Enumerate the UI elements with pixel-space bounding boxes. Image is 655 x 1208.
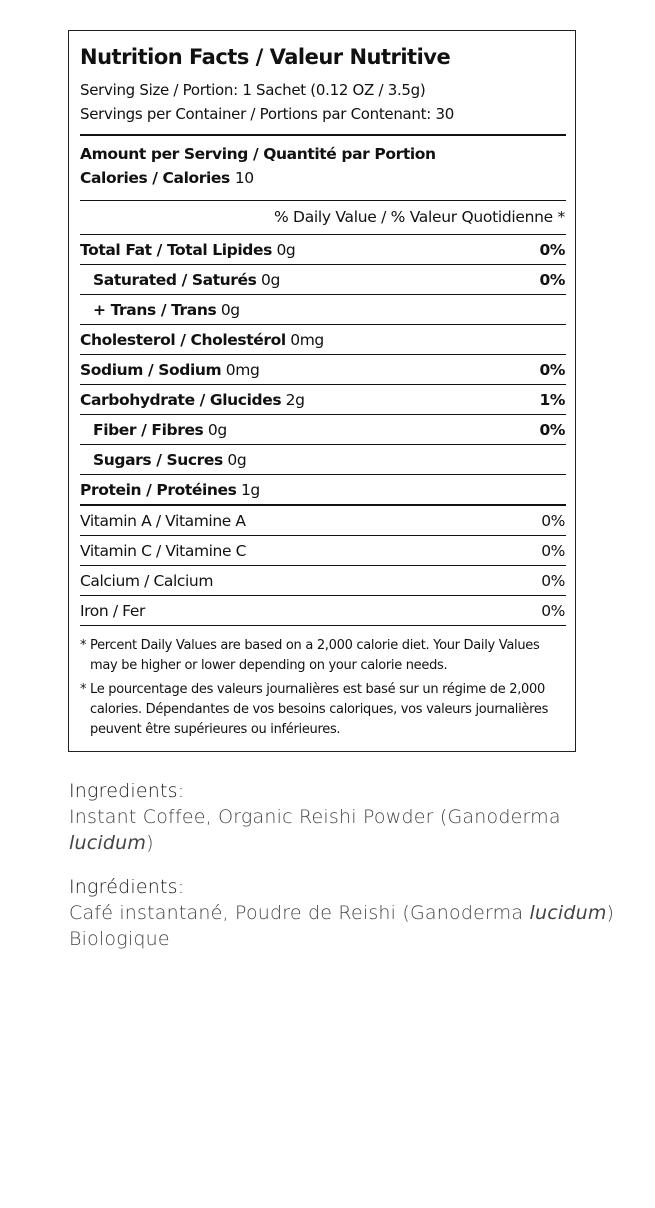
nutrient-label: Carbohydrate / Glucides [80, 391, 282, 409]
divider [80, 200, 566, 201]
vitamin-percent: 0% [541, 602, 565, 620]
nutrient-row-total-fat [80, 235, 566, 265]
ingredients-text-end: ) [146, 832, 154, 854]
nutrient-amount: 0mg [225, 361, 260, 379]
ingredients-french [69, 874, 629, 952]
ingredients-heading: Ingrédients: [69, 876, 185, 898]
nutrient-percent: 1% [539, 391, 565, 409]
nutrient-amount: 0g [207, 421, 227, 439]
calories-value: 10 [234, 169, 254, 187]
nutrient-name [93, 271, 280, 289]
nutrient-row-cholesterol [80, 325, 566, 355]
nutrition-facts-panel [68, 30, 576, 752]
vitamin-label: Calcium / Calcium [80, 572, 214, 590]
ingredients-text [69, 900, 629, 952]
nutrient-name [93, 301, 240, 319]
thick-divider [80, 134, 566, 136]
footnote-mark: * [80, 638, 87, 653]
nutrient-amount: 0g [220, 301, 240, 319]
nutrient-percent: 0% [539, 421, 565, 439]
vitamin-label: Vitamin A / Vitamine A [80, 512, 246, 530]
nutrient-amount: 1g [240, 481, 260, 499]
nutrient-amount: 0g [261, 271, 280, 289]
vitamin-label: Vitamin C / Vitamine C [80, 542, 247, 560]
nutrient-name [93, 421, 227, 439]
vitamin-row-calcium [80, 566, 566, 596]
nutrient-name [80, 241, 295, 259]
vitamin-percent: 0% [541, 542, 565, 560]
nutrient-row-protein [80, 475, 566, 505]
nutrient-row-saturated [80, 265, 566, 295]
ingredients-text-italic: lucidum [529, 902, 607, 924]
nutrient-row-sodium [80, 355, 566, 385]
nutrient-row-fiber [80, 415, 566, 445]
nutrient-label: Protein / Protéines [80, 481, 237, 499]
nutrient-name [80, 331, 324, 349]
nutrient-name [80, 361, 259, 379]
nutrient-amount: 2g [285, 391, 305, 409]
ingredients-text-main: Instant Coffee, Organic Reishi Powder (Ganoderma [69, 806, 561, 828]
footnote-french [80, 680, 560, 740]
amount-per-serving: Amount per Serving / Quantité par Portion [80, 145, 436, 163]
nutrient-percent: 0% [539, 271, 565, 289]
nutrient-label: Fiber / Fibres [93, 421, 204, 439]
nutrition-title: Nutrition Facts / Valeur Nutritive [80, 45, 451, 69]
footnote-english [80, 636, 560, 676]
nutrient-amount: 0g [227, 451, 247, 469]
ingredients-text-end: ) Biologique [69, 902, 615, 950]
nutrient-label: Cholesterol / Cholestérol [80, 331, 286, 349]
calories-line [80, 169, 254, 187]
vitamin-row-iron [80, 596, 566, 626]
servings-per-container: Servings per Container / Portions par Contenant: 30 [80, 105, 454, 123]
ingredients-text-main: Café instantané, Poudre de Reishi (Ganoderma [69, 902, 524, 924]
nutrient-name [80, 391, 305, 409]
nutrient-row-trans [80, 295, 566, 325]
footnote-text: Le pourcentage des valeurs journalières est basé sur un régime de 2,000 calories. Dépendantes de vos besoins caloriques, vos valeurs journalières peuvent être supérieures ou inférieures. [90, 682, 549, 737]
nutrient-row-sugars [80, 445, 566, 475]
nutrient-label: Saturated / Saturés [93, 271, 257, 289]
nutrient-percent: 0% [539, 241, 565, 259]
nutrient-amount: 0g [276, 241, 296, 259]
nutrient-name [93, 451, 246, 469]
nutrient-label: Sodium / Sodium [80, 361, 222, 379]
vitamin-label: Iron / Fer [80, 602, 145, 620]
nutrient-label: + Trans / Trans [93, 301, 217, 319]
footnote-text: Percent Daily Values are based on a 2,000 calorie diet. Your Daily Values may be higher or lower depending on your calorie needs. [90, 638, 540, 673]
vitamin-percent: 0% [541, 572, 565, 590]
vitamin-percent: 0% [541, 512, 565, 530]
ingredients-heading: Ingredients: [69, 780, 185, 802]
daily-value-header: % Daily Value / % Valeur Quotidienne * [274, 208, 565, 226]
nutrient-row-carbohydrate [80, 385, 566, 415]
vitamin-row-c [80, 536, 566, 566]
calories-label: Calories / Calories [80, 169, 230, 187]
nutrient-name [80, 481, 260, 499]
ingredients-text [69, 804, 629, 856]
nutrient-label: Sugars / Sucres [93, 451, 223, 469]
footnote-mark: * [80, 682, 87, 697]
ingredients-english [69, 778, 629, 856]
vitamin-row-a [80, 506, 566, 536]
ingredients-text-italic: lucidum [69, 832, 147, 854]
serving-size: Serving Size / Portion: 1 Sachet (0.12 OZ / 3.5g) [80, 81, 426, 99]
nutrient-label: Total Fat / Total Lipides [80, 241, 272, 259]
nutrient-amount: 0mg [290, 331, 324, 349]
nutrient-percent: 0% [539, 361, 565, 379]
